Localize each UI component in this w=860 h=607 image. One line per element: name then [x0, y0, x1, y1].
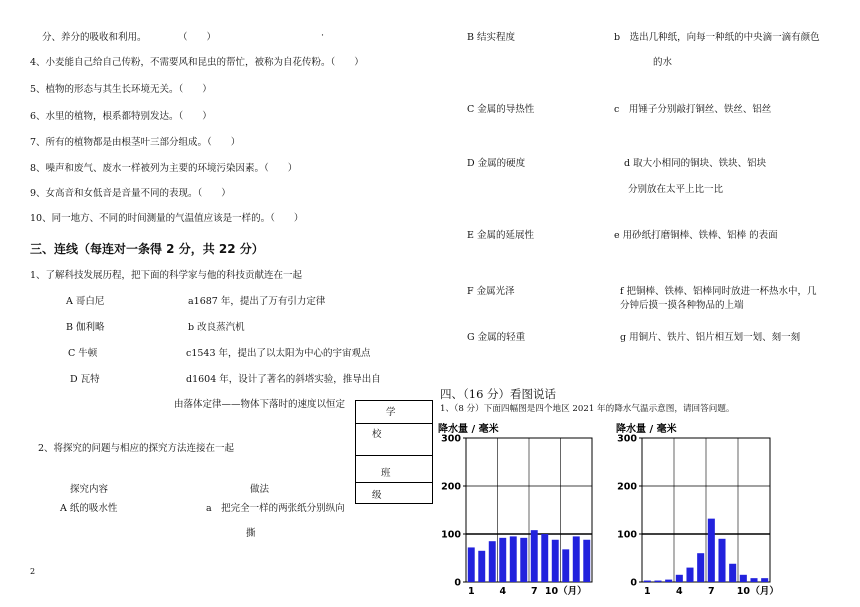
section-3-title: 三、连线（每连对一条得 2 分，共 22 分）: [30, 242, 264, 256]
section-4-q1: 1、（8 分）下面四幅图是四个地区 2021 年的降水气温示意图，请回答问题。: [440, 404, 735, 414]
y-tick-label: 200: [441, 481, 461, 493]
stray-dot: ·: [321, 30, 325, 41]
bar-month-3: [489, 541, 496, 582]
bar-month-1: [644, 581, 651, 582]
scientist-d: D 瓦特: [70, 374, 100, 385]
contribution-d: d1604 年，设计了著名的斜塔实验，推导出自: [186, 374, 381, 385]
pair-e-left: E 金属的延展性: [467, 230, 534, 241]
x-tick-label: 7: [708, 586, 715, 597]
scientist-b: B 伽利略: [66, 322, 105, 333]
col-head-method: 做法: [250, 484, 270, 495]
bar-month-12: [583, 540, 590, 582]
y-axis-label: 降水量 / 毫米: [616, 424, 677, 435]
contribution-c: c1543 年，提出了以太阳为中心的宇宙观点: [186, 348, 371, 359]
pair-d-left: D 金属的硬度: [467, 158, 526, 169]
bar-month-1: [468, 547, 475, 582]
y-tick-label: 300: [441, 433, 461, 445]
bar-month-12: [761, 578, 768, 582]
side-box-class-2: [355, 482, 433, 504]
y-tick-label: 200: [617, 481, 637, 493]
pair-f-left: F 金属光泽: [467, 286, 515, 297]
side-box-char-4: 级: [372, 490, 382, 501]
row-a-left: A 纸的吸水性: [60, 503, 118, 514]
bar-month-7: [708, 519, 715, 582]
bar-month-8: [541, 534, 548, 582]
bar-month-3: [665, 580, 672, 582]
x-tick-label: 1: [467, 586, 475, 597]
side-box-char-1: 学: [386, 407, 396, 418]
tf-item-6: 6、水里的植物，根系都特别发达。（ ）: [30, 111, 212, 122]
pair-f-cont: 分钟后摸一摸各种物品的上端: [620, 300, 744, 311]
tf-item-8: 8、噪声和废气、废水一样被列为主要的环境污染因素。（ ）: [30, 163, 298, 174]
precip-chart-2: [614, 420, 784, 600]
bar-month-8: [718, 539, 725, 582]
y-tick-label: 300: [617, 433, 637, 445]
contribution-a: a1687 年，提出了万有引力定律: [188, 296, 326, 307]
contribution-d-cont: 由落体定律——物体下落时的速度以恒定: [174, 399, 346, 410]
x-tick-label: （月）: [750, 586, 779, 597]
pair-c-left: C 金属的导热性: [467, 104, 535, 115]
pair-g-left: G 金属的轻重: [467, 332, 526, 343]
bar-month-5: [510, 536, 517, 582]
y-tick-label: 100: [617, 529, 637, 541]
y-tick-label: 100: [441, 529, 461, 541]
y-tick-label: 0: [454, 577, 461, 589]
col-head-content: 探究内容: [70, 484, 109, 495]
bar-month-7: [531, 530, 538, 582]
bar-month-4: [676, 575, 683, 582]
tf-item-10: 10、同一地方、不同的时间测量的气温值应该是一样的。（ ）: [30, 213, 304, 224]
x-tick-label: 10: [736, 586, 750, 597]
bar-month-11: [750, 578, 757, 582]
contribution-b: b 改良蒸汽机: [188, 322, 245, 333]
pair-b-left: B 结实程度: [467, 32, 516, 43]
bar-month-5: [686, 568, 693, 582]
q2-prompt: 2、将探究的问题与相应的探究方法连接在一起: [38, 443, 235, 454]
bar-month-9: [729, 564, 736, 582]
side-box-school-1: [355, 400, 433, 423]
side-box-char-2: 校: [372, 429, 382, 440]
row-a-cont: 撕: [246, 528, 256, 539]
x-tick-label: 4: [676, 586, 683, 597]
y-tick-label: 0: [630, 577, 637, 589]
precip-chart-1: [436, 420, 604, 600]
x-tick-label: 10（月）: [544, 586, 587, 597]
pair-g-right: g 用铜片、铁片、铝片相互划一划、刻一刻: [620, 332, 801, 343]
side-box-char-3: 班: [381, 468, 391, 479]
scientist-c: C 牛顿: [68, 348, 98, 359]
x-tick-label: 4: [499, 586, 507, 597]
tf-item-9: 9、女高音和女低音是音量不同的表现。（ ）: [30, 188, 231, 199]
pair-c-right: c 用锤子分别敲打铜丝、铁丝、铝丝: [614, 104, 772, 115]
pair-f-right: f 把铜棒、铁棒、铝棒同时放进一杯热水中，几: [620, 286, 817, 297]
tf-item-3-tail: 分、养分的吸收和利用。: [42, 32, 147, 43]
scientist-a: A 哥白尼: [66, 296, 105, 307]
x-tick-label: 7: [530, 586, 538, 597]
page-number: 2: [30, 567, 36, 576]
bar-month-2: [654, 581, 661, 582]
bar-month-4: [499, 538, 506, 582]
pair-b-right: b 选出几种纸，向每一种纸的中央滴一滴有颜色: [614, 32, 820, 43]
side-box-school-2: [355, 423, 433, 456]
bar-month-6: [697, 553, 704, 582]
pair-d-cont: 分别放在太平上比一比: [628, 184, 724, 195]
side-box-class-1: [355, 456, 433, 482]
pair-e-right: e 用砂纸打磨铜棒、铁棒、铝棒 的表面: [614, 230, 778, 241]
tf-item-7: 7、所有的植物都是由根茎叶三部分组成。（ ）: [30, 137, 241, 148]
x-tick-label: 1: [644, 586, 651, 597]
bar-month-6: [520, 538, 527, 582]
y-axis-label: 降水量 / 毫米: [438, 424, 499, 435]
section-4-title: 四、（16 分）看图说话: [440, 387, 557, 401]
tf-item-4: 4、小麦能自己给自己传粉，不需要风和昆虫的帮忙，被称为自花传粉。（ ）: [30, 57, 364, 68]
bar-month-10: [740, 575, 747, 582]
pair-b-cont: 的水: [653, 57, 673, 68]
bar-month-9: [552, 540, 559, 582]
q1-prompt: 1、了解科技发展历程，把下面的科学家与他的科技贡献连在一起: [30, 270, 303, 281]
answer-paren: （ ）: [178, 32, 217, 43]
bar-month-10: [562, 549, 569, 582]
row-a-right: a 把完全一样的两张纸分别纵向: [206, 503, 345, 514]
bar-month-2: [478, 551, 485, 582]
pair-d-right: d 取大小相同的铜块、铁块、铝块: [624, 158, 767, 169]
tf-item-5: 5、植物的形态与其生长环境无关。（ ）: [30, 84, 212, 95]
bar-month-11: [573, 536, 580, 582]
